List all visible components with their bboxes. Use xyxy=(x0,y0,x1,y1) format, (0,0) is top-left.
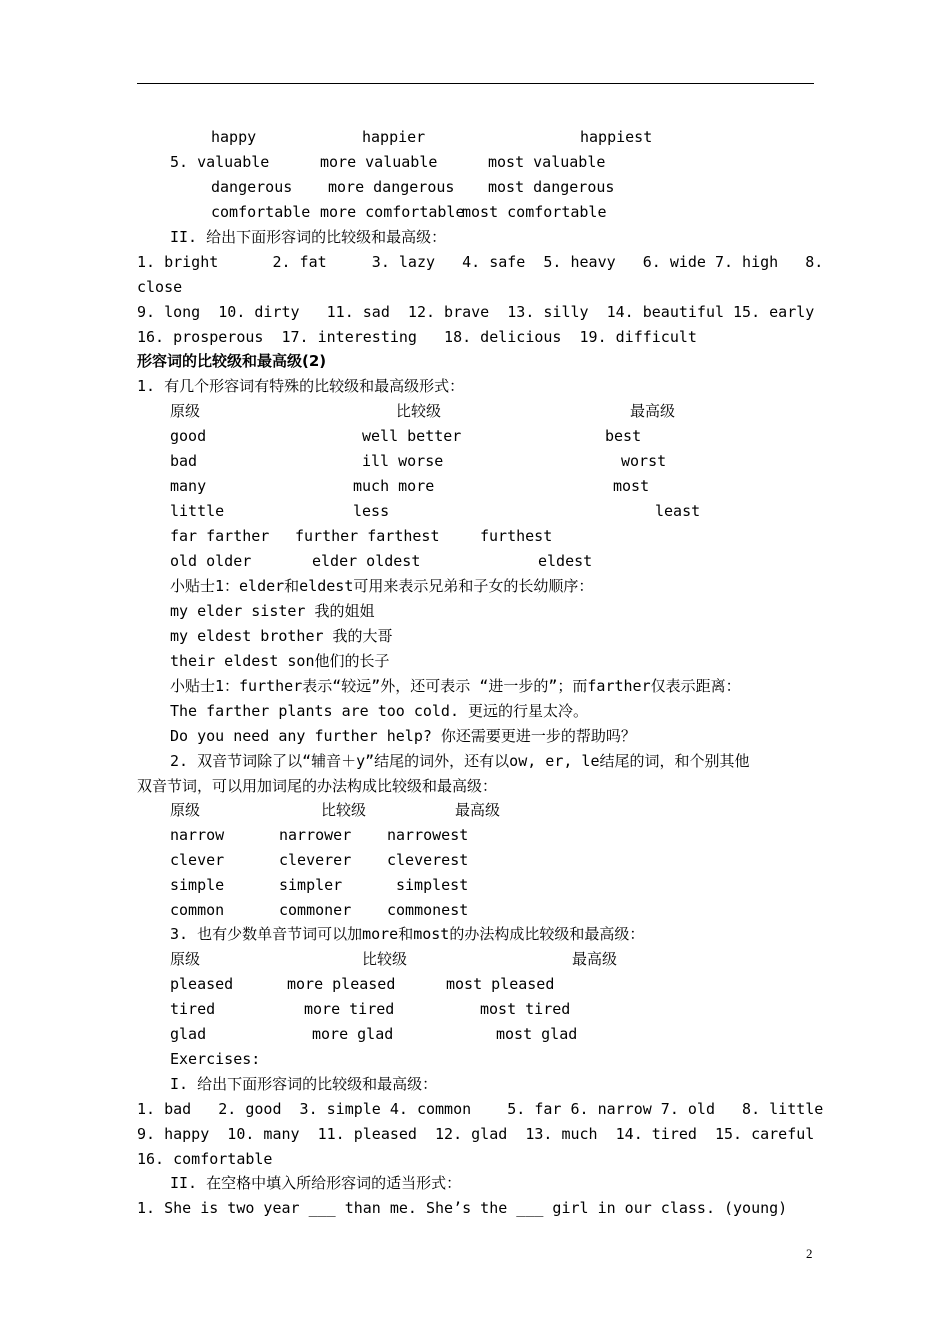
table-header: 原级 比较级 最高级 xyxy=(170,402,676,420)
table-row: tired more tired most tired xyxy=(170,1000,571,1018)
table-row: pleased more pleased most pleased xyxy=(170,975,555,993)
table-header: 原级 比较级 最高级 xyxy=(170,801,501,819)
table-row: old older elder oldest eldest xyxy=(170,552,593,570)
table-row: bad ill worse worst xyxy=(170,452,667,470)
table-row: happy happier happiest xyxy=(211,128,653,146)
table-header: 原级 比较级 最高级 xyxy=(170,950,618,968)
table-row: common commoner commonest xyxy=(170,901,469,919)
page-number: 2 xyxy=(806,1246,813,1261)
header-rule xyxy=(137,83,814,84)
table-row: comfortable more comfortable most comfortable xyxy=(211,203,607,221)
table-row: dangerous more dangerous most dangerous xyxy=(211,178,615,196)
table-row: little less least xyxy=(170,502,701,520)
table-row: 5. valuable more valuable most valuable xyxy=(170,153,606,171)
table-row: many much more most xyxy=(170,477,650,495)
table-row: far farther further farthest furthest xyxy=(170,527,553,545)
table-row: simple simpler simplest xyxy=(170,876,469,894)
table-row: good well better best xyxy=(170,427,642,445)
table-row: glad more glad most glad xyxy=(170,1025,578,1043)
table-row: narrow narrower narrowest xyxy=(170,826,469,844)
table-row: clever cleverer cleverest xyxy=(170,851,469,869)
